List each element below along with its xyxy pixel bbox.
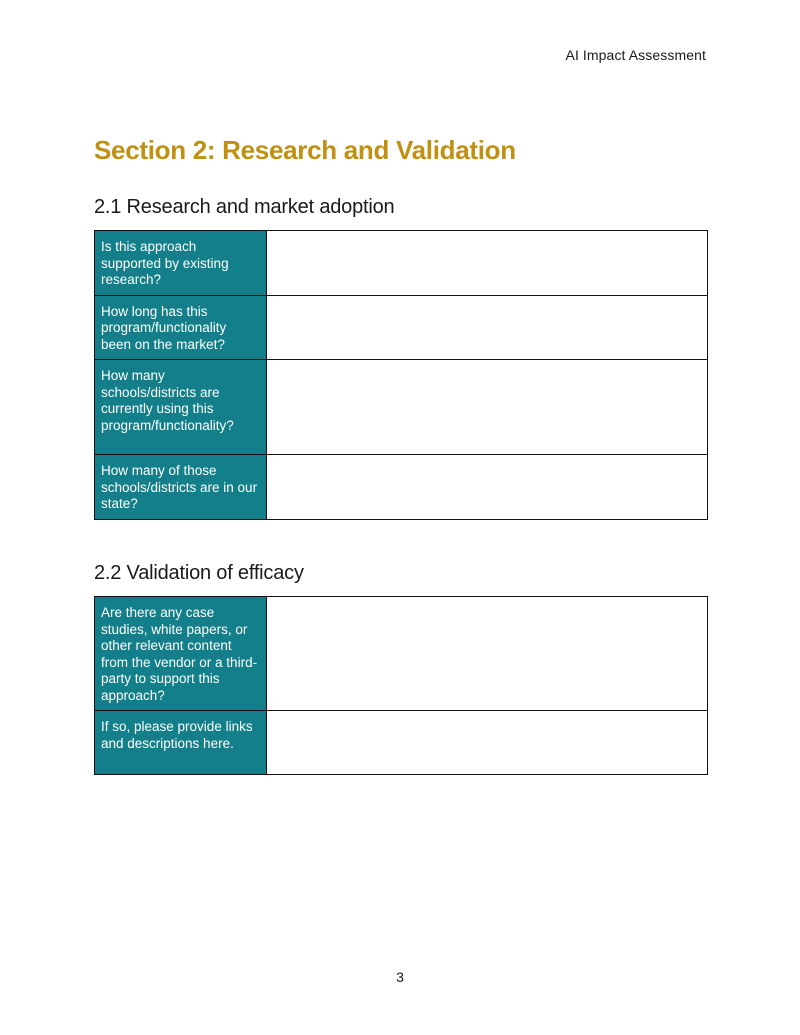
table-row [95, 295, 708, 360]
table-row [95, 360, 708, 455]
table-row [95, 711, 708, 775]
question-cell: If so, please provide links and descriptions here. [95, 711, 267, 775]
answer-cell[interactable] [267, 231, 708, 296]
question-cell: How many schools/districts are currently using this program/functionality? [95, 360, 267, 455]
page-number: 3 [396, 969, 404, 985]
table-row [95, 231, 708, 296]
question-cell: Are there any case studies, white papers, or other relevant content from the vendor or a third-party to support this approach? [95, 597, 267, 711]
subsection-title-research: 2.1 Research and market adoption [94, 196, 395, 218]
running-header: AI Impact Assessment [565, 47, 706, 63]
answer-cell[interactable] [267, 360, 708, 455]
answer-cell[interactable] [267, 455, 708, 520]
validation-efficacy-table [94, 596, 708, 775]
answer-cell[interactable] [267, 711, 708, 775]
question-cell: Is this approach supported by existing research? [95, 231, 267, 296]
answer-cell[interactable] [267, 295, 708, 360]
question-cell: How long has this program/functionality been on the market? [95, 295, 267, 360]
section-title: Section 2: Research and Validation [94, 135, 516, 165]
answer-cell[interactable] [267, 597, 708, 711]
research-adoption-table [94, 230, 708, 520]
table-row [95, 455, 708, 520]
table-row [95, 597, 708, 711]
subsection-title-validation: 2.2 Validation of efficacy [94, 562, 304, 584]
question-cell: How many of those schools/districts are in our state? [95, 455, 267, 520]
